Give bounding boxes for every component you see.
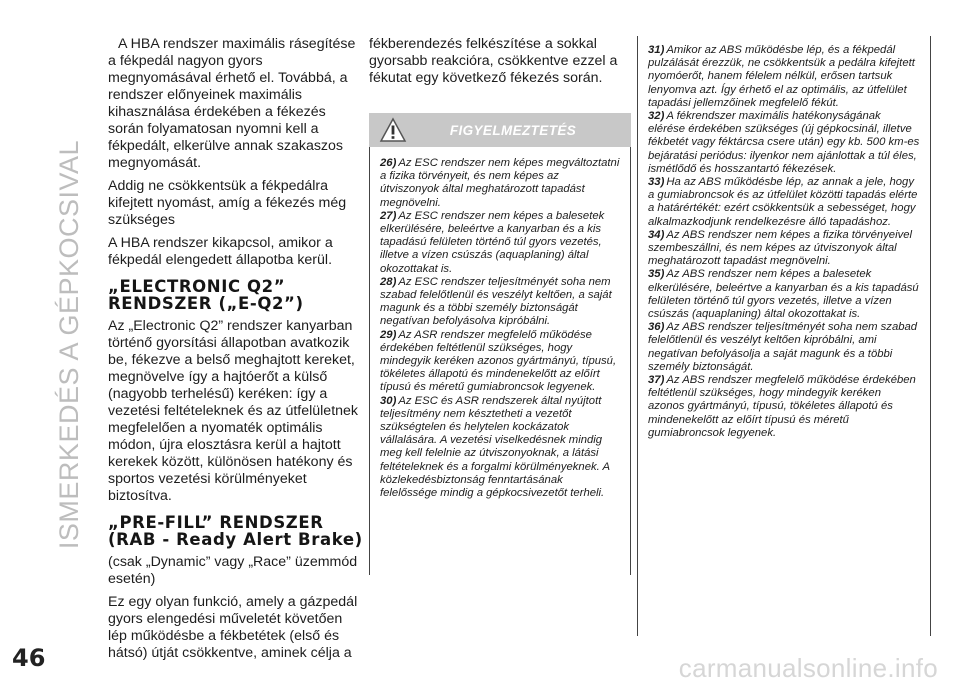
footnote-text: Az ESC rendszer teljesítményét soha nem szabad felelőtlenül és veszélyt keltően, a saját magunk és a többi személy biztonságát negatívan befolyásolva kipróbálni. (380, 275, 612, 328)
footnote-number: 32) (648, 110, 665, 123)
footnote-item (648, 110, 920, 176)
footnote-number: 27) (380, 209, 397, 222)
prefill-continuation: fékberendezés felkészítése a sokkal gyorsabb reakcióra, csökkentve ezzel a fékutat egy következő fékezés során. (369, 36, 618, 86)
column-right (637, 36, 931, 636)
footnote-number: 35) (648, 268, 665, 281)
footnote-text: Az ABS rendszer nem képes a balesetek elkerülésére, beleértve a kanyarban és a kis tapadású felületen történő túl gyors vezetés, illetve a vízen csúszás (aquaplaning) által okozottakat is. (648, 268, 919, 321)
footnote-text: Az ASR rendszer megfelelő működése érdekében feltétlenül szükséges, hogy mindegyik keréken azonos gyártmányú, típusú, tökéletes állapotú és mindenekelőtt az előírt típusú és méretű gumiabroncsok legyenek. (380, 328, 617, 394)
footnote-item (380, 210, 620, 276)
warning-triangle-icon (379, 117, 407, 143)
footnote-text: Amikor az ABS működésbe lép, és a fékpedál pulzálását érezzük, ne csökkentsük a pedálra kifejtett nyomóerőt, hanem félelem nélkül, erősen tartsuk lenyomva azt. Így érhető el az optimális, az útfelület tapadási jellemzőinek megfelelő fékút. (648, 44, 915, 109)
footnote-text: Az ESC rendszer nem képes a balesetek elkerülésére, beleértve a kanyarban és a kis tapadású felületen történő túl gyors vezetés, illetve a vízen csúszás (aquaplaning) által okozottakat is. (380, 209, 605, 275)
footnote-text: Az ABS rendszer nem képes a fizika törvényeivel szembeszállni, és nem képes az útviszonyok által meghatározott tapadást megnövelni. (648, 228, 913, 268)
hba-paragraph-1: A HBA rendszer maximális rásegítése a fékpedál nagyon gyors megnyomásával érhető el. Továbbá, a rendszer előnyeinek maximális kihasználása érdekében a fékezés során folyamatosan nyomni kell a fékpedált, elkerülve annak szakaszos megnyomását. (108, 36, 356, 171)
footnote-text: Az ABS rendszer megfelelő működése érdekében feltétlenül szükséges, hogy mindegyik keréken azonos gyártmányú, típusú, tökéletes állapotú és mindenekelőtt az előírt típusú és méretű gumiabroncsok legyenek. (648, 374, 916, 439)
footnote-item (648, 229, 920, 269)
warning-title: FIGYELMEZTETÉS (449, 122, 577, 138)
footnote-number: 34) (648, 228, 665, 241)
footnote-number: 29) (380, 328, 397, 341)
footnote-item (380, 276, 620, 329)
footnote-number: 30) (380, 394, 397, 407)
warning-notes (369, 147, 631, 575)
footnote-item (380, 329, 620, 395)
footnote-number: 37) (648, 374, 665, 387)
footnote-number: 26) (380, 157, 397, 169)
footnote-text: Az ABS rendszer teljesítményét soha nem szabad felelőtlenül és veszélyt keltően kipróbálni, ami negatívan befolyásolja a saját magunk és a többi személy biztonságát. (648, 321, 918, 373)
prefill-heading: „PRE-FILL” RENDSZER (RAB - Ready Alert Brake) (108, 513, 363, 549)
footnote-text: Ha az ABS működésbe lép, az annak a jele, hogy a gumiabroncsok és az útfelület közötti tapadás elérte a határértékét: ezért csökkentsük a sebességet, hogy alkalmazkodjunk rendelkezésre álló tapadáshoz. (648, 176, 918, 228)
footnote-item (380, 157, 620, 210)
footnote-text: A fékrendszer maximális hatékonyságának elérése érdekében szükséges (új gépkocsinál, illetve fékbetét vagy féktárcsa csere után) egy kb. 500 km-es bejáratási periódus: ilyenkor nem ajánlottak a túl éles, ismétlődő és hosszantartó fékezések. (648, 110, 920, 175)
watermark: carmanualsonline.info (678, 653, 938, 683)
prefill-paragraph: Ez egy olyan funkció, amely a gázpedál gyors elengedési műveletét követően lép működésbe a fékbetétek (első és hátsó) útját csökkentve, aminek célja a (108, 594, 358, 661)
abs-notes (638, 36, 930, 440)
prefill-mode-note: (csak „Dynamic” vagy „Race” üzemmód esetén) (108, 554, 358, 587)
eq2-paragraph: Az „Electronic Q2” rendszer kanyarban történő gyorsítási állapotban avatkozik be, fékezve a belső meghajtott kereket, megnövelve így a hajtóerőt a külső (nagyobb terhelésű) keréken: így a vezetési feltételeknek és az útfelületnek megfelelően a nyomaték optimális módon, újra elosztásra kerül a hajtott kerekek között, különösen hatékony és sportos vezetési körülményeket biztosítva. (108, 318, 359, 504)
hba-paragraph-3: A HBA rendszer kikapcsol, amikor a fékpedál elengedett állapotba kerül. (108, 235, 333, 268)
footnote-item (648, 321, 920, 374)
column-middle (369, 36, 631, 575)
footnote-item (648, 374, 920, 440)
hba-paragraph-2: Addig ne csökkentsük a fékpedálra kifejtett nyomást, amíg a fékezés még szükséges (108, 178, 347, 228)
footnote-text: Az ESC és ASR rendszerek által nyújtott teljesítmény nem késztetheti a vezetőt szükségtelen és helytelen kockázatok vállalására. A vezetési viselkedésnek mindig meg kell felelnie az útviszonyoknak, a látási feltételeknek és a forgalmi körülményeknek. A közlekedésbiztonság fenntartásának felelőssége mindig a gépkocsivezetőt terheli. (380, 394, 610, 500)
column-left (108, 36, 364, 668)
footnote-item (648, 44, 920, 110)
footnote-number: 33) (648, 176, 665, 189)
footnote-item (648, 268, 920, 321)
footnote-number: 31) (648, 44, 665, 56)
footnote-text: Az ESC rendszer nem képes megváltoztatni a fizika törvényeit, és nem képes az útviszonyok által meghatározott tapadást megnövelni. (380, 157, 620, 209)
page-number: 46 (12, 644, 46, 672)
footnote-item (648, 176, 920, 229)
footnote-number: 28) (380, 275, 397, 288)
footnote-number: 36) (648, 321, 665, 334)
footnote-item (380, 395, 620, 501)
warning-header (369, 113, 631, 147)
chapter-title-text: ISMERKEDÉS A GÉPKOCSIVAL (54, 139, 85, 549)
chapter-side-title (42, 24, 98, 664)
eq2-heading: „ELECTRONIC Q2” RENDSZER („E-Q2”) (108, 277, 304, 313)
